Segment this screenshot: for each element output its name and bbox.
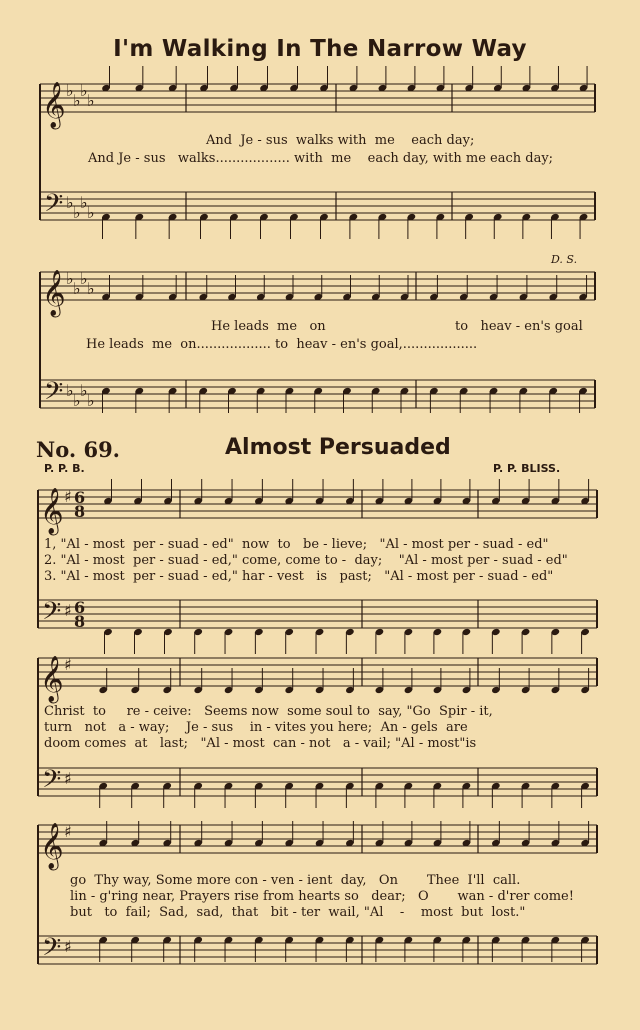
flat-icon: ♭ [73, 279, 81, 298]
treble-clef-icon: 𝄞 [40, 656, 64, 702]
lyric-line: 1, "Al - most per - suad - ed" now to be - lieve; "Al - most per - suad - ed" [44, 537, 549, 552]
treble-clef-icon: 𝄞 [42, 82, 66, 128]
lyric-line: doom comes at last; "Al - most can - not a - vail; "Al - most"is [44, 736, 477, 751]
flat-icon: ♭ [80, 193, 88, 212]
time-signature-digit: 8 [74, 502, 86, 521]
flat-icon: ♭ [66, 193, 74, 212]
sharp-icon: ♯ [64, 937, 72, 956]
song-title: Almost Persuaded [225, 435, 451, 460]
treble-clef-icon: 𝄞 [40, 488, 64, 534]
flat-icon: ♭ [87, 279, 95, 298]
time-signature-digit: 6 [74, 488, 86, 507]
flat-icon: ♭ [80, 81, 88, 100]
flat-icon: ♭ [66, 81, 74, 100]
lyric-line: go Thy way, Some more con - ven - ient day, On Thee I'll call. [70, 873, 521, 888]
lyric-line: turn not a - way; Je - sus in - vites you here; An - gels are [44, 720, 468, 735]
dal-segno-mark: D. S. [551, 253, 578, 266]
bass-clef-icon: 𝄢 [42, 597, 62, 632]
lyric-line: 3. "Al - most per - suad - ed," har - vest is past; "Al - most per - suad - ed" [44, 569, 554, 584]
sharp-icon: ♯ [64, 487, 72, 506]
arranger-credit: P. P. B. [44, 462, 85, 475]
flat-icon: ♭ [87, 91, 95, 110]
flat-icon: ♭ [66, 269, 74, 288]
flat-icon: ♭ [73, 391, 81, 410]
bass-clef-icon: 𝄢 [42, 765, 62, 800]
sharp-icon: ♯ [64, 655, 72, 674]
bass-clef-icon: 𝄢 [42, 933, 62, 968]
lyric-line: He leads me on [211, 319, 326, 334]
treble-clef-icon: 𝄞 [40, 823, 64, 869]
bass-clef-icon: 𝄢 [44, 377, 64, 412]
sharp-icon: ♯ [64, 769, 72, 788]
flat-icon: ♭ [80, 269, 88, 288]
lyric-line: to heav - en's goal [455, 319, 583, 334]
lyric-line: but to fail; Sad, sad, that bit - ter wail, "Al - most but lost." [70, 905, 526, 920]
lyric-line: And Je - sus walks.................. with me each day, with me each day; [88, 151, 554, 166]
lyric-line: 2. "Al - most per - suad - ed," come, come to - day; "Al - most per - suad - ed" [44, 553, 568, 568]
flat-icon: ♭ [87, 203, 95, 222]
flat-icon: ♭ [80, 381, 88, 400]
lyric-line: And Je - sus walks with me each day; [206, 133, 475, 148]
bass-clef-icon: 𝄢 [44, 189, 64, 224]
time-signature-digit: 8 [74, 612, 86, 631]
sharp-icon: ♯ [64, 822, 72, 841]
lyric-line: lin - g'ring near, Prayers rise from hearts so dear; O wan - d'rer come! [70, 889, 574, 904]
flat-icon: ♭ [73, 203, 81, 222]
sharp-icon: ♯ [64, 601, 72, 620]
composer-credit: P. P. BLISS. [493, 462, 561, 475]
lyric-line: Christ to re - ceive: Seems now some soul to say, "Go Spir - it, [44, 704, 493, 719]
time-signature-digit: 6 [74, 598, 86, 617]
treble-clef-icon: 𝄞 [42, 270, 66, 316]
flat-icon: ♭ [66, 381, 74, 400]
hymn-number: No. 69. [36, 437, 120, 462]
flat-icon: ♭ [87, 391, 95, 410]
flat-icon: ♭ [73, 91, 81, 110]
song-title: I'm Walking In The Narrow Way [113, 36, 527, 62]
lyric-line: He leads me on.................. to heav - en's goal,.................. [86, 337, 478, 352]
